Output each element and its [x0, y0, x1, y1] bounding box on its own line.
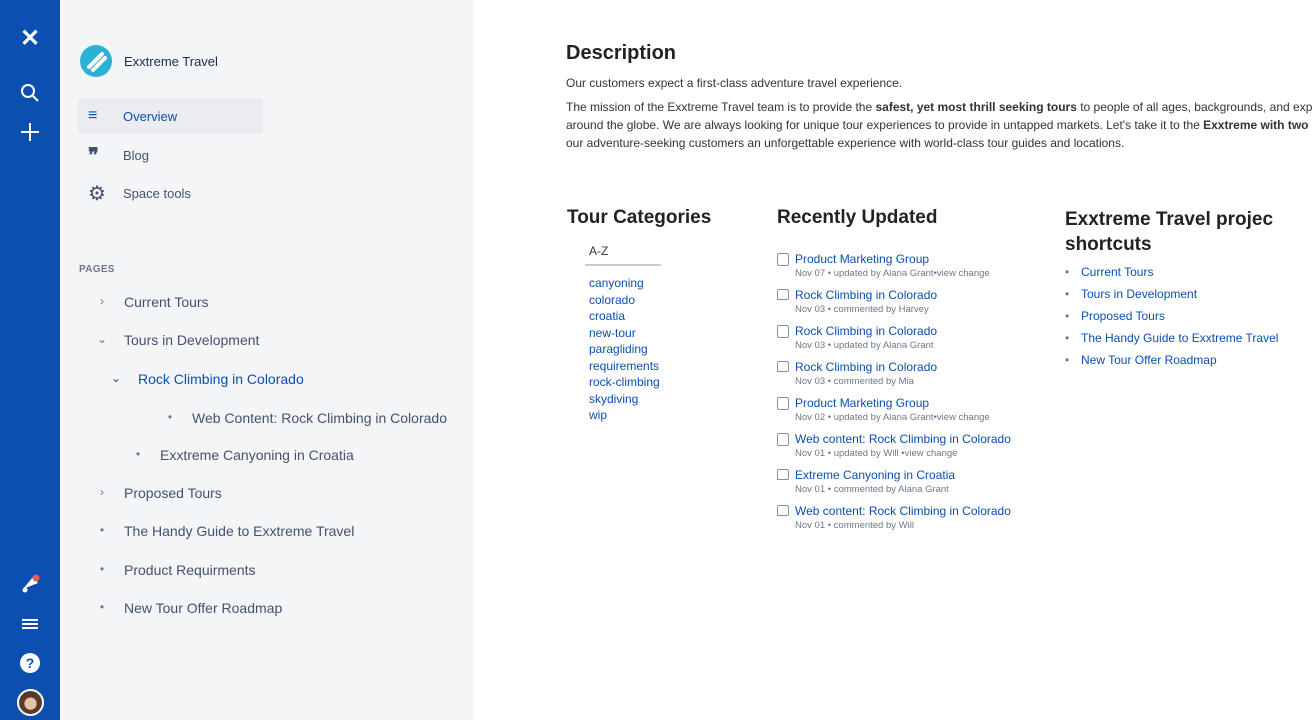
category-link[interactable]: canyoning	[589, 276, 644, 290]
avatar[interactable]	[14, 686, 46, 718]
global-nav	[0, 0, 60, 720]
recent-item-meta: Nov 01 • commented by Will	[795, 520, 914, 531]
page-icon	[777, 397, 789, 410]
chevron-right-icon[interactable]: ›	[100, 485, 104, 499]
shortcut-link[interactable]: • New Tour Offer Roadmap	[1081, 353, 1217, 367]
shortcut-link[interactable]: • The Handy Guide to Exxtreme Travel	[1081, 331, 1278, 345]
recent-item	[777, 324, 937, 351]
shortcut-link[interactable]: • Proposed Tours	[1081, 309, 1165, 323]
recent-item	[777, 504, 1011, 531]
category-link[interactable]: wip	[589, 408, 608, 422]
pages-header: PAGES	[79, 264, 115, 275]
nav-label: Overview	[123, 108, 178, 124]
tour-categories-heading: Tour Categories	[567, 207, 712, 228]
space-sidebar	[60, 0, 474, 720]
recent-item-meta: Nov 01 • commented by Alana Grant	[795, 484, 949, 495]
comment-icon	[777, 469, 789, 480]
description-intro: Our customers expect a first-class adventure travel experience.	[566, 76, 903, 90]
recent-item-meta: Nov 03 • updated by Alana Grant	[795, 340, 934, 351]
recently-updated-heading: Recently Updated	[777, 207, 938, 228]
space-name[interactable]: Exxtreme Travel	[124, 54, 218, 69]
description-heading: Description	[566, 42, 677, 64]
category-link[interactable]: rock-climbing	[589, 375, 660, 389]
overview-icon: ≡	[88, 107, 98, 124]
nav-space-tools[interactable]	[78, 175, 263, 211]
recent-item-title[interactable]: Extreme Canyoning in Croatia	[777, 468, 955, 482]
category-link[interactable]: skydiving	[589, 391, 639, 406]
recent-item	[777, 468, 955, 495]
page-product-requirments[interactable]: • Product Requirments	[124, 562, 256, 578]
comment-icon	[777, 361, 789, 372]
category-link[interactable]: paragliding	[589, 342, 648, 356]
bullet-icon: •	[167, 410, 173, 424]
create-icon[interactable]	[14, 116, 46, 148]
chevron-down-icon[interactable]: ⌄	[110, 371, 122, 385]
page-canyoning-croatia[interactable]: • Exxtreme Canyoning in Croatia	[160, 447, 354, 463]
notifications-icon[interactable]	[14, 568, 46, 600]
chevron-down-icon[interactable]: ⌄	[96, 332, 108, 346]
recent-item	[777, 432, 1011, 459]
category-link[interactable]: requirements	[589, 358, 660, 373]
recent-item-title[interactable]: Product Marketing Group	[777, 252, 990, 266]
help-icon[interactable]: ?	[14, 647, 46, 679]
bullet-icon: •	[99, 523, 105, 537]
recent-item	[777, 252, 990, 279]
recent-item-title[interactable]: Rock Climbing in Colorado	[777, 288, 937, 302]
shortcut-link[interactable]: • Tours in Development	[1081, 287, 1197, 301]
page-icon	[777, 325, 789, 338]
page-tours-in-development[interactable]: ⌄ Tours in Development	[96, 332, 260, 348]
page-rock-climbing[interactable]: ⌄ Rock Climbing in Colorado	[110, 371, 304, 387]
nav-overview[interactable]	[78, 98, 263, 134]
page-new-tour-roadmap[interactable]: • New Tour Offer Roadmap	[124, 600, 282, 616]
shortcuts-heading: Exxtreme Travel projec shortcuts	[1065, 209, 1274, 255]
page-web-content[interactable]: • Web Content: Rock Climbing in Colorado	[192, 410, 447, 426]
nav-blog[interactable]	[78, 137, 263, 173]
search-icon[interactable]	[14, 77, 46, 109]
bullet-icon: •	[99, 600, 105, 614]
nav-label: Space tools	[123, 185, 191, 201]
tab-a-z[interactable]: A-Z	[585, 244, 661, 266]
comment-icon	[777, 289, 789, 300]
category-link[interactable]: croatia	[589, 309, 626, 323]
bullet-icon: •	[135, 447, 141, 461]
category-link[interactable]: new-tour	[589, 325, 636, 340]
recent-item-title[interactable]: Web content: Rock Climbing in Colorado	[777, 432, 1011, 446]
chevron-right-icon[interactable]: ›	[100, 294, 104, 308]
page-icon	[777, 253, 789, 266]
recent-item-title[interactable]: Rock Climbing in Colorado	[777, 324, 937, 338]
category-link[interactable]: colorado	[589, 292, 636, 307]
shortcut-link[interactable]: • Current Tours	[1081, 265, 1153, 279]
gear-icon: ⚙	[88, 182, 106, 205]
recent-item-meta: Nov 07 • updated by Alana Grant•view change	[795, 268, 990, 279]
recent-item-title[interactable]: Rock Climbing in Colorado	[777, 360, 937, 374]
page-icon	[777, 433, 789, 446]
confluence-logo-icon[interactable]: ✕	[19, 24, 41, 52]
comment-icon	[777, 505, 789, 516]
menu-icon[interactable]	[14, 608, 46, 640]
page-proposed-tours[interactable]: › Proposed Tours	[124, 485, 222, 501]
recent-item-title[interactable]: Web content: Rock Climbing in Colorado	[777, 504, 1011, 518]
nav-label: Blog	[123, 147, 150, 163]
description-mission: The mission of the Exxtreme Travel team is to provide the safest, yet most thrill seeking tours to people of all ages, backgrounds, and exp around the globe. We are always looking for unique tour experiences to provide in untapped markets. Let's take it to the Exxtreme with two our adventure-seeking customers an unforgettable experience with world-class tour guides and locations.	[566, 100, 1312, 150]
page-content	[474, 0, 1312, 720]
recent-item-meta: Nov 02 • updated by Alana Grant•view change	[795, 412, 990, 423]
recent-item-meta: Nov 01 • updated by Will •view change	[795, 448, 958, 459]
recent-item-title[interactable]: Product Marketing Group	[777, 396, 990, 410]
recent-item	[777, 360, 937, 387]
bullet-icon: •	[99, 562, 105, 576]
recent-item-meta: Nov 03 • commented by Mia	[795, 376, 914, 387]
page-handy-guide[interactable]: • The Handy Guide to Exxtreme Travel	[124, 523, 354, 539]
recent-item-meta: Nov 03 • commented by Harvey	[795, 304, 929, 315]
page-current-tours[interactable]: › Current Tours	[124, 294, 209, 310]
space-logo[interactable]	[80, 45, 112, 77]
recent-item	[777, 288, 937, 315]
recent-item	[777, 396, 990, 423]
quote-icon: ❞	[88, 144, 99, 167]
